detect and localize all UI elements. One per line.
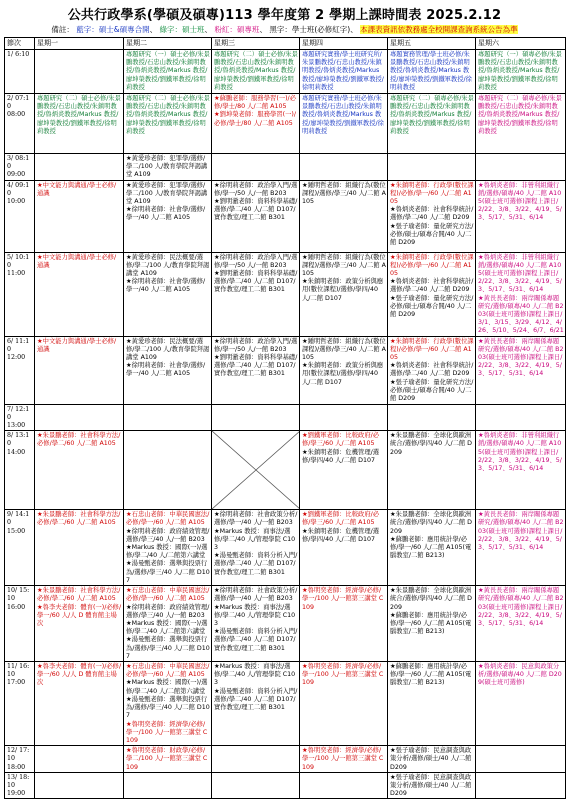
header-friday: 星期五 <box>388 38 476 50</box>
period-label: 7/ 12:10 13:00 <box>5 404 35 431</box>
course-entry: ★石忠山老師：中華民國憲法/必修/學一/60 人/二館 A105 <box>126 587 210 603</box>
schedule-cell <box>124 94 212 154</box>
course-entry: ★黃愛珍老師：民法概要/選修/學二/100 人/教育學院拜謁講堂 A109 <box>126 337 210 362</box>
schedule-cell <box>124 336 212 404</box>
course-entry: ★黃長長老師：兩岸關係專題研究/選修/碩專/40 人/二館 B203(碩士班可選修)課程上課日/2/22、3/8、3/22、4/19、5/3、5/17、5/31、6/14 <box>478 511 564 552</box>
schedule-cell <box>476 252 566 336</box>
schedule-cell <box>124 404 212 431</box>
schedule-cell <box>35 510 124 586</box>
schedule-cell <box>35 50 124 94</box>
course-entry: ★黃長長老師：兩岸關係專題研究/選修/碩專/40 人/二館 B203(碩士班可選修)課程上課日/3/1、3/15、3/29、4/12、4/26、5/10、5/24、6/7、6/21 <box>478 294 564 335</box>
course-entry: ★Markus 教授：國際(一)/選修/學二/40 人/二館第六講堂 <box>126 620 208 636</box>
course-entry: ★蘇鵬老師：應用統計學/必修/學一/60 人/二館 A105(電腦教室/二館 B213) <box>390 535 472 560</box>
schedule-cell <box>300 510 388 586</box>
course-entry: ★中文能力與溝通/學士必修/通識 <box>37 337 117 353</box>
note-pink: 粉紅：碩專班 <box>214 25 260 34</box>
course-entry: 專題研究實務/學士班必修/朱景鵬教授/石忠山教授/朱鎮明教授/魯炳炎教授/Markus 教授/廖坤榮教授/劉鐵軍教授/徐明莉教授 <box>302 95 384 135</box>
schedule-cell <box>212 50 300 94</box>
header-tuesday: 星期二 <box>124 38 212 50</box>
course-entry: ★劉坤榮老師：服務學習(一)/必修/學士/80 人/二館 A105 <box>214 111 296 127</box>
schedule-cell <box>476 94 566 154</box>
course-entry: ★湯曼甄老師：資料分析入門/選修/學二/40 人/二館 D107/實作教室/理工二館 B301 <box>214 628 298 652</box>
schedule-cell <box>300 586 388 662</box>
course-entry: ★朱鎮明老師：危機管理/選修/學四/40 人/二館 D107 <box>302 448 380 464</box>
course-entry: ★魯炳炎老師：非營利組織行銷/選修/碩專/40 人/二館 A105(碩士班可選修)課程上課日/2/22、3/8、3/22、4/19、5/3、5/17、5/31、6/14 <box>478 181 562 222</box>
course-entry: ★朱景鵬老師：社會科學方法/必修/學二/60 人/二館 A105 <box>37 511 121 527</box>
header-row <box>5 38 566 50</box>
note-green: 綠字：碩士班 <box>159 25 205 34</box>
period-row <box>5 336 566 404</box>
course-entry: ★徐明莉老師：社會政策分析/選修/學一/40 人/一館 B203 <box>214 511 298 527</box>
course-entry: 專題研究（二）碩士必修/朱景鵬教授/石忠山教授/朱鎮明教授/魯炳炎教授/Markus 教授/廖坤榮教授/劉鐵軍教授/徐明莉教授 <box>126 95 210 135</box>
course-entry: ★Markus 教授：商事法/選修/學二/40 人/管理學院 C103 <box>214 663 296 687</box>
course-entry: ★魯明奕老師：財政學/必修/學二/100 人/一館第三講堂 C109 <box>126 747 208 771</box>
header-saturday: 星期六 <box>476 38 566 50</box>
course-entry: ★徐明莉老師：政府績效管理/選修/學三/40 人/一館 B203 <box>126 527 210 543</box>
period-row <box>5 746 566 773</box>
schedule-cell <box>124 772 212 799</box>
course-entry: 專題研究（二）碩專必修/朱景鵬教授/石忠山教授/朱鎮明教授/魯炳炎教授/Markus 教授/廖坤榮教授/劉鐵軍教授/徐明莉教授 <box>478 95 562 135</box>
schedule-cell <box>388 50 476 94</box>
schedule-cell <box>300 94 388 154</box>
period-label: 13/ 18:10 19:00 <box>5 772 35 799</box>
course-entry: ★朱鎮明老師：政策分析與應用(數位課程)/選修/學四/40 人/二館 D107 <box>302 278 384 302</box>
course-entry: ★Markus 教授：商事法/選修/學二/40 人/管理學院 C103 <box>214 603 296 628</box>
course-entry: ★Markus 教授：商事法/選修/學二/40 人/管理學院 C103 <box>214 527 296 552</box>
schedule-cell <box>476 404 566 431</box>
schedule-cell <box>300 746 388 773</box>
period-row <box>5 252 566 336</box>
period-row <box>5 510 566 586</box>
schedule-cell <box>35 180 124 252</box>
course-entry: ★魯明奕老師：經濟學/必修/學一/100 人/一館第三講堂 C109 <box>302 747 384 771</box>
course-entry: ★劉鐵軍老師：比較政府/必修/學三/60 人/二館 A105 <box>302 432 380 448</box>
period-label: 6/ 11:10 12:00 <box>5 336 35 404</box>
course-entry: 專題研究（一）碩士必修/朱景鵬教授/石忠山教授/朱鎮明教授/魯炳炎教授/Markus 教授/廖坤榮教授/劉鐵軍教授/徐明莉教授 <box>126 51 210 91</box>
course-entry: ★朱鎮明老師：行政學(數位課程)/必修/學一/60 人/二館 A105 <box>390 181 474 206</box>
period-row <box>5 404 566 431</box>
schedule-cell <box>212 772 300 799</box>
course-entry: ★魯炳炎老師：民意與政策分析/選修/碩專/40 人/二館 D209(碩士班可選修) <box>478 663 562 687</box>
course-entry: ★鍾明哲老師：組織行為(數位課程)/選修/學三/40 人/二館 A105 <box>302 181 386 206</box>
period-row <box>5 662 566 746</box>
schedule-cell <box>124 252 212 336</box>
period-label: 2/ 07:10 08:00 <box>5 94 35 154</box>
period-row <box>5 180 566 252</box>
period-row <box>5 94 566 154</box>
course-entry: ★石忠山老師：中華民國憲法/必修/學一/60 人/二館 A105 <box>126 511 210 527</box>
schedule-cell <box>300 252 388 336</box>
period-label: 10/ 15:10 16:00 <box>5 586 35 662</box>
course-entry: ★Markus 教授：國際(一)/選修/學二/40 人/二館第六講堂 <box>126 544 208 560</box>
course-entry: ★黃愛珍老師：民法概要/選修/學二/100 人/教育學院拜謁講堂 A109 <box>126 253 210 278</box>
schedule-cell <box>35 662 124 746</box>
course-entry: ★魯李夫老師：體育(一)/必修/學一/60 人/人 D 體育館主場次 <box>37 603 122 628</box>
course-entry: ★魯炳炎老師：社會科學統計/選修/學二/40 人/二館 D209 <box>390 278 474 294</box>
course-entry: ★徐明莉老師：政治學入門/選修/學一/50 人/一館 B203 <box>214 337 298 353</box>
note-black: 黑字：學士班(必修紅字) <box>269 25 351 34</box>
period-row <box>5 431 566 510</box>
cross-out-mark <box>212 431 300 509</box>
schedule-cell <box>124 510 212 586</box>
schedule-cell <box>124 746 212 773</box>
schedule-cell <box>476 180 566 252</box>
course-entry: ★黃長長老師：兩岸關係專題研究/選修/碩專/40 人/二館 B203(碩士班可選修)課程上課日/2/22、3/8、3/22、4/19、5/3、5/17、5/31、6/14 <box>478 337 564 378</box>
schedule-cell <box>300 404 388 431</box>
schedule-cell <box>212 180 300 252</box>
schedule-cell <box>388 510 476 586</box>
course-entry: 專題研究（二）碩士必修/朱景鵬教授/石忠山教授/朱鎮明教授/魯炳炎教授/Markus 教授/廖坤榮教授/劉鐵軍教授/徐明莉教授 <box>37 95 121 135</box>
schedule-cell <box>124 180 212 252</box>
course-entry: ★石忠山老師：中華民國憲法/必修/學一/60 人/二館 A105 <box>126 663 210 679</box>
schedule-cell <box>476 50 566 94</box>
course-entry: ★魯炳炎老師：社會科學統計/選修/學二/40 人/二館 D209 <box>390 206 474 222</box>
course-entry: 專題實務管理/學士班必修/朱景鵬教授/石忠山教授/朱鎮明教授/魯炳炎教授/Markus 教授/廖坤榮教授/劉鐵軍教授/徐明莉教授 <box>390 51 472 91</box>
course-entry: ★劉明澈老師：資料科學基礎/選修/學二/40 人/二館 D107/實作教室/理工二館 B301 <box>214 270 298 294</box>
legend-note: 備註： 藍字：碩士&碩專合開、 綠字：碩士班、 粉紅：碩專班、 黑字：學士班(必修紅字)、 本課表資訊依教務處全校開課查詢系統公告為準 <box>51 25 518 34</box>
header-monday: 星期一 <box>35 38 124 50</box>
schedule-cell <box>212 252 300 336</box>
schedule-cell <box>476 662 566 746</box>
course-entry: ★徐明莉老師：社會學/選修/學一/40 人/二館 A105 <box>126 206 206 222</box>
course-entry: ★朱鎮明老師：政策分析與應用(數位課程)/選修/學四/40 人/二館 D107 <box>302 362 384 386</box>
course-entry: ★朱景鵬老師：全球化與歐洲統合/選修/學四/40 人/二館 D209 <box>390 511 473 535</box>
schedule-cell <box>476 510 566 586</box>
note-red: 本課表資訊依教務處全校開課查詢系統公告為準 <box>360 25 518 34</box>
period-label: 1/ 6:10 <box>5 50 35 94</box>
header-wednesday: 星期三 <box>212 38 300 50</box>
period-row <box>5 50 566 94</box>
schedule-cell <box>476 431 566 510</box>
course-entry: ★魯明奕老師：經濟學/必修/學一/100 人/一館第三講堂 C109 <box>126 720 208 744</box>
schedule-cell <box>212 94 300 154</box>
course-entry: ★魯炳炎老師：非營利組織行銷/選修/碩專/40 人/二館 A105(碩士班可選修)課程上課日/2/22、3/8、3/22、4/19、5/3、5/17、5/31、6/14 <box>478 253 562 294</box>
course-entry: ★劉鐵軍老師：比較政府/必修/學三/60 人/二館 A105 <box>302 511 380 527</box>
period-label: 12/ 17:10 18:00 <box>5 746 35 773</box>
course-entry: 專題研究（二）碩專必修/朱景鵬教授/石忠山教授/朱鎮明教授/魯炳炎教授/Markus 教授/廖坤榮教授/劉鐵軍教授/徐明莉教授 <box>390 95 474 135</box>
period-row <box>5 586 566 662</box>
course-entry: ★中文能力與溝通/學士必修/通識 <box>37 253 117 269</box>
schedule-cell <box>476 154 566 181</box>
schedule-cell <box>35 154 124 181</box>
schedule-cell <box>476 746 566 773</box>
schedule-cell <box>388 180 476 252</box>
schedule-cell <box>35 404 124 431</box>
course-entry: ★徐明莉老師：社會政策分析/選修/學一/40 人/一館 B203 <box>214 587 298 603</box>
period-label: 5/ 10:10 11:00 <box>5 252 35 336</box>
course-entry: ★鍾明哲老師：組織行為(數位課程)/選修/學三/40 人/二館 A105 <box>302 253 386 278</box>
schedule-cell <box>476 336 566 404</box>
course-entry: 專題研究實務/學士班研究所/朱景鵬教授/石忠山教授/朱鎮明教授/魯炳炎教授/Markus 教授/廖坤榮教授/劉鐵軍教授/徐明莉教授 <box>302 51 384 91</box>
schedule-cell <box>124 586 212 662</box>
schedule-cell <box>476 772 566 799</box>
course-entry: ★張子瑜老師：民意調查與政策分析/選修/碩士/40 人/二館 D209 <box>390 773 472 798</box>
course-entry: ★徐明莉老師：政府績效管理/選修/學三/40 人/一館 B203 <box>126 603 210 619</box>
timetable <box>4 37 566 799</box>
schedule-cell <box>35 252 124 336</box>
period-row <box>5 772 566 799</box>
course-entry: 專題研究（二）碩士必修/朱景鵬教授/石忠山教授/朱鎮明教授/魯炳炎教授/Markus 教授/廖坤榮教授/劉鐵軍教授/徐明莉教授 <box>214 51 298 91</box>
page-title: 公共行政學系(學碩及碩專)113 學年度第 2 學期上課時間表 2025.2.12 <box>67 8 502 23</box>
schedule-cell <box>300 336 388 404</box>
schedule-cell <box>476 586 566 662</box>
course-entry: ★徐明莉老師：政治學入門/選修/學一/50 人/一館 B203 <box>214 253 298 269</box>
period-row <box>5 154 566 181</box>
course-entry: ★湯曼甄老師：資料分析入門/選修/學二/40 人/二館 D107/實作教室/理工二館 B301 <box>214 687 298 712</box>
course-entry: ★徐明莉老師：社會學/選修/學一/40 人/二館 A105 <box>126 278 206 294</box>
schedule-cell <box>35 586 124 662</box>
schedule-cell <box>212 510 300 586</box>
course-entry: ★魯炳炎老師：非營利組織行銷/選修/碩專/40 人/二館 A105(碩士班可選修)課程上課日/2/22、3/8、3/22、4/19、5/3、5/17、5/31、6/14 <box>478 432 562 473</box>
course-entry: ★魯明奕老師：經濟學/必修/學一/100 人/一館第三講堂 C109 <box>302 663 384 687</box>
schedule-cell <box>212 404 300 431</box>
course-entry: ★朱景鵬老師：社會科學方法/必修/學二/60 人/二館 A105 <box>37 432 121 448</box>
course-entry: ★魯明奕老師：經濟學/必修/學一/100 人/一館第三講堂 C109 <box>302 587 384 611</box>
course-entry: ★鍾明哲老師：組織行為(數位課程)/選修/學三/40 人/二館 A105 <box>302 337 386 362</box>
schedule-cell <box>35 336 124 404</box>
header-period: 節次 <box>5 38 35 50</box>
period-label: 11/ 16:10 17:00 <box>5 662 35 746</box>
schedule-cell <box>212 586 300 662</box>
course-entry: ★張子瑜老師：民意調查與政策分析/選修/碩士/40 人/二館 D209 <box>390 747 472 771</box>
course-entry: ★朱鎮明老師：危機管理/選修/學四/40 人/二館 D107 <box>302 527 380 543</box>
course-entry: ★徐明莉老師：社會學/選修/學一/40 人/二館 A105 <box>126 362 206 378</box>
schedule-cell <box>300 50 388 94</box>
schedule-cell <box>300 662 388 746</box>
course-entry: ★張子瑜老師：量化研究方法/必修/碩士/碩專合開/40 人/二館 D209 <box>390 378 474 403</box>
course-entry: ★劉明澈老師：資料科學基礎/選修/學二/40 人/二館 D107/實作教室/理工二館 B301 <box>214 198 298 222</box>
schedule-cell <box>212 746 300 773</box>
course-entry: ★劉明澈老師：資料科學基礎/選修/學二/40 人/二館 D107/實作教室/理工二館 B301 <box>214 354 298 378</box>
schedule-cell <box>300 772 388 799</box>
note-blue: 藍字：碩士&碩專合開 <box>76 25 150 34</box>
period-label: 4/ 09:10 10:00 <box>5 180 35 252</box>
schedule-cell <box>300 431 388 510</box>
course-entry: ★徐明莉老師：政治學入門/選修/學一/50 人/一館 B203 <box>214 181 298 197</box>
course-entry: ★蘇鵬老師：應用統計學/必修/學一/60 人/二館 A105(電腦教室/二館 B213) <box>390 663 472 687</box>
course-entry: ★朱景鵬老師：全球化與歐洲統合/選修/學四/40 人/二館 D209 <box>390 587 473 611</box>
schedule-cell <box>212 662 300 746</box>
course-entry: ★張子瑜老師：量化研究方法/必修/碩士/碩專合開/40 人/二館 D209 <box>390 294 474 319</box>
schedule-cell <box>388 431 476 510</box>
course-entry: ★湯曼甄老師：選舉與投票行為/選修/學三/40 人/二館 D107 <box>126 560 210 584</box>
course-entry: ★朱景鵬老師：社會科學方法/必修/學二/60 人/二館 A105 <box>37 587 121 603</box>
schedule-cell <box>388 662 476 746</box>
schedule-cell <box>124 662 212 746</box>
schedule-cell <box>388 154 476 181</box>
schedule-cell <box>124 154 212 181</box>
course-entry: ★朱鎮明老師：行政學(數位課程)/必修/學一/60 人/二館 A105 <box>390 337 474 362</box>
course-entry: ★朱景鵬老師：全球化與歐洲統合/選修/學四/40 人/二館 D209 <box>390 432 473 456</box>
schedule-cell <box>388 252 476 336</box>
course-entry: ★魯炳炎老師：社會科學統計/選修/學二/40 人/二館 D209 <box>390 362 474 378</box>
schedule-cell <box>212 336 300 404</box>
period-label: 8/ 13:10 14:00 <box>5 431 35 510</box>
course-entry: 專題研究（一）碩專必修/朱景鵬教授/石忠山教授/朱鎮明教授/魯炳炎教授/Markus 教授/廖坤榮教授/劉鐵軍教授/徐明莉教授 <box>478 51 562 91</box>
course-entry: ★中文能力與溝通/學士必修/通識 <box>37 181 117 197</box>
course-entry: ★湯曼甄老師：選舉與投票行為/選修/學三/40 人/二館 D107 <box>126 636 210 660</box>
schedule-cell <box>124 431 212 510</box>
schedule-cell <box>300 154 388 181</box>
timetable-body <box>5 50 566 799</box>
course-entry: ★湯曼甄老師：選舉與投票行為/選修/學三/40 人/二館 D107 <box>126 695 210 720</box>
header-thursday: 星期四 <box>300 38 388 50</box>
schedule-cell <box>388 586 476 662</box>
schedule-cell <box>388 94 476 154</box>
course-entry: ★Markus 教授：國際(一)/選修/學二/40 人/二館第六講堂 <box>126 679 208 695</box>
note-prefix: 備註： <box>51 25 74 34</box>
schedule-cell <box>35 772 124 799</box>
schedule-cell <box>300 180 388 252</box>
course-entry: ★黃愛珍老師：犯罪學/選修/學二/100 人/教育學院拜謁講堂 A109 <box>126 155 208 179</box>
schedule-cell <box>35 431 124 510</box>
course-entry: ★蘇鵬老師：服務學習(一)/必修/學士/80 人/二館 A105 <box>214 95 296 111</box>
schedule-cell <box>124 50 212 94</box>
blocked-cell <box>212 431 300 510</box>
course-entry: ★黃長長老師：兩岸關係專題研究/選修/碩專/40 人/二館 B203(碩士班可選修)課程上課日/2/22、3/8、3/22、4/19、5/3、5/17、5/31、6/14 <box>478 587 564 628</box>
course-entry: ★朱鎮明老師：行政學(數位課程)/必修/學一/60 人/二館 A105 <box>390 253 474 278</box>
course-entry: ★湯曼甄老師：資料分析入門/選修/學二/40 人/二館 D107/實作教室/理工二館 B301 <box>214 552 298 576</box>
period-label: 3/ 08:10 09:00 <box>5 154 35 181</box>
schedule-cell <box>388 404 476 431</box>
course-entry: ★張子瑜老師：量化研究方法/必修/碩士/碩專合開/40 人/二館 D209 <box>390 222 474 247</box>
schedule-cell <box>35 94 124 154</box>
course-entry: ★蘇鵬老師：應用統計學/必修/學一/60 人/二館 A105(電腦教室/二館 B213) <box>390 611 472 636</box>
schedule-cell <box>212 154 300 181</box>
schedule-cell <box>35 746 124 773</box>
course-entry: ★魯李夫老師：體育(一)/必修/學一/60 人/人 D 體育館主場次 <box>37 663 122 687</box>
course-entry: ★黃愛珍老師：犯罪學/選修/學二/100 人/教育學院拜謁講堂 A109 <box>126 181 208 206</box>
schedule-cell <box>388 746 476 773</box>
schedule-cell <box>388 336 476 404</box>
schedule-cell <box>388 772 476 799</box>
period-label: 9/ 14:10 15:00 <box>5 510 35 586</box>
